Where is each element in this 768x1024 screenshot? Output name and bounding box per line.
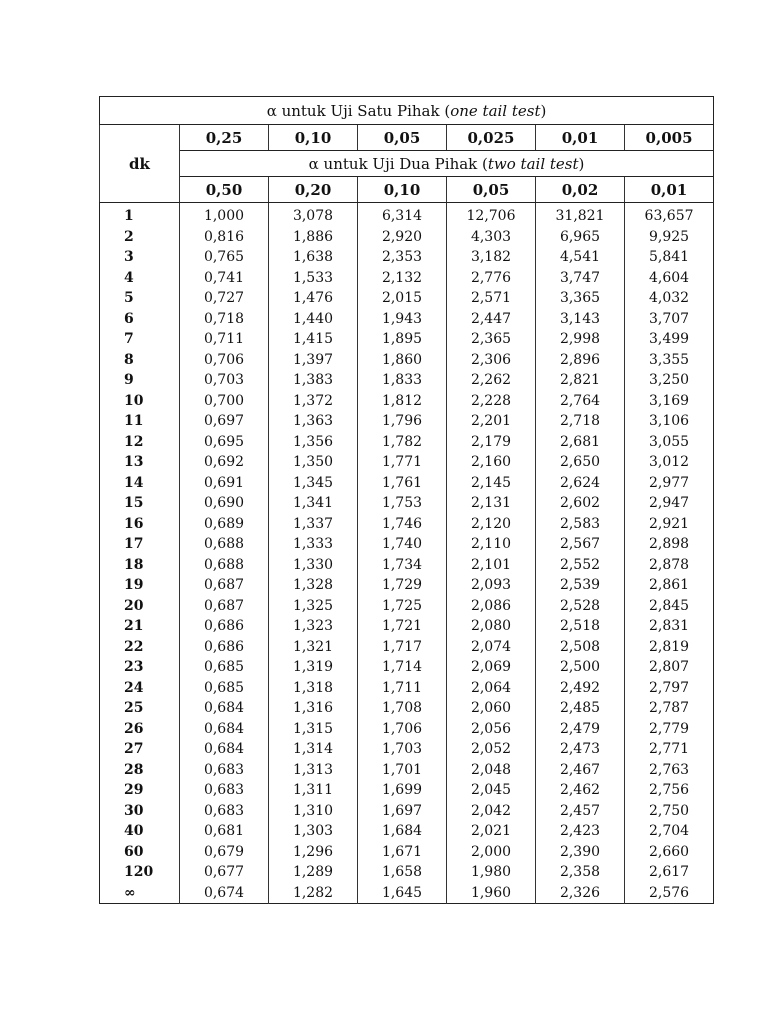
- critical-value: 1,415: [269, 329, 358, 350]
- critical-value: 1,706: [358, 719, 447, 740]
- critical-value: 1,533: [269, 268, 358, 289]
- critical-value: 2,101: [447, 555, 536, 576]
- critical-value: 3,355: [625, 350, 714, 371]
- critical-value: 2,576: [625, 883, 714, 904]
- critical-value: 2,467: [536, 760, 625, 781]
- critical-value: 2,074: [447, 637, 536, 658]
- critical-value: 3,078: [269, 203, 358, 227]
- critical-value: 0,686: [180, 637, 269, 658]
- critical-value: 2,998: [536, 329, 625, 350]
- critical-value: 2,056: [447, 719, 536, 740]
- critical-value: 0,683: [180, 801, 269, 822]
- critical-value: 1,761: [358, 473, 447, 494]
- critical-value: 1,315: [269, 719, 358, 740]
- critical-value: 0,689: [180, 514, 269, 535]
- table-row: [100, 329, 714, 350]
- table-row: [100, 575, 714, 596]
- critical-value: 2,492: [536, 678, 625, 699]
- critical-value: 2,048: [447, 760, 536, 781]
- dk-value: 60: [124, 843, 144, 860]
- t-distribution-table: [99, 96, 714, 904]
- dk-value: 21: [124, 618, 144, 634]
- critical-value: 3,707: [625, 309, 714, 330]
- critical-value: 3,182: [447, 247, 536, 268]
- critical-value: 2,583: [536, 514, 625, 535]
- table-row: [100, 350, 714, 371]
- critical-value: 1,812: [358, 391, 447, 412]
- critical-value: 0,703: [180, 370, 269, 391]
- critical-value: 2,479: [536, 719, 625, 740]
- table-row: [100, 780, 714, 801]
- critical-value: 1,960: [447, 883, 536, 904]
- table-row: [100, 288, 714, 309]
- critical-value: 6,965: [536, 227, 625, 248]
- critical-value: 2,977: [625, 473, 714, 494]
- critical-value: 0,686: [180, 616, 269, 637]
- table-row: [100, 432, 714, 453]
- critical-value: 0,681: [180, 821, 269, 842]
- critical-value: 2,228: [447, 391, 536, 412]
- critical-value: 2,787: [625, 698, 714, 719]
- critical-value: 1,476: [269, 288, 358, 309]
- one-tail-level: 0,05: [358, 125, 447, 151]
- critical-value: 1,701: [358, 760, 447, 781]
- critical-value: 1,711: [358, 678, 447, 699]
- critical-value: 0,711: [180, 329, 269, 350]
- dk-value: 24: [124, 679, 144, 696]
- critical-value: 0,684: [180, 719, 269, 740]
- table-row: [100, 452, 714, 473]
- critical-value: 1,714: [358, 657, 447, 678]
- dk-value: 30: [124, 802, 144, 819]
- critical-value: 9,925: [625, 227, 714, 248]
- dk-value: 19: [124, 577, 144, 593]
- one-tail-level: 0,025: [447, 125, 536, 151]
- table-row: [100, 616, 714, 637]
- critical-value: 2,756: [625, 780, 714, 801]
- dk-value: 2: [124, 228, 134, 245]
- critical-value: 1,684: [358, 821, 447, 842]
- dk-value: 1: [124, 208, 134, 224]
- critical-value: 3,106: [625, 411, 714, 432]
- critical-value: 0,683: [180, 780, 269, 801]
- critical-value: 3,012: [625, 452, 714, 473]
- critical-value: 1,296: [269, 842, 358, 863]
- critical-value: 0,685: [180, 657, 269, 678]
- critical-value: 1,753: [358, 493, 447, 514]
- critical-value: 2,021: [447, 821, 536, 842]
- critical-value: 0,741: [180, 268, 269, 289]
- critical-value: 1,703: [358, 739, 447, 760]
- critical-value: 2,797: [625, 678, 714, 699]
- critical-value: 2,896: [536, 350, 625, 371]
- dk-value: 11: [124, 413, 144, 429]
- two-tail-level: 0,50: [180, 177, 269, 203]
- critical-value: 2,819: [625, 637, 714, 658]
- critical-value: 2,779: [625, 719, 714, 740]
- critical-value: 2,160: [447, 452, 536, 473]
- critical-value: 2,807: [625, 657, 714, 678]
- critical-value: 1,729: [358, 575, 447, 596]
- critical-value: 1,319: [269, 657, 358, 678]
- critical-value: 2,552: [536, 555, 625, 576]
- table-row: [100, 534, 714, 555]
- critical-value: 0,718: [180, 309, 269, 330]
- dk-value: 10: [124, 392, 144, 409]
- critical-value: 3,365: [536, 288, 625, 309]
- dk-value: 18: [124, 556, 144, 573]
- critical-value: 1,328: [269, 575, 358, 596]
- critical-value: 2,093: [447, 575, 536, 596]
- critical-value: 1,671: [358, 842, 447, 863]
- table-body: [100, 203, 714, 904]
- critical-value: 2,326: [536, 883, 625, 904]
- critical-value: 2,528: [536, 596, 625, 617]
- table-row: [100, 247, 714, 268]
- critical-value: 1,303: [269, 821, 358, 842]
- table-row: [100, 268, 714, 289]
- table-row: [100, 739, 714, 760]
- critical-value: 0,690: [180, 493, 269, 514]
- critical-value: 2,131: [447, 493, 536, 514]
- dk-value: 6: [124, 310, 134, 327]
- critical-value: 2,508: [536, 637, 625, 658]
- critical-value: 0,683: [180, 760, 269, 781]
- critical-value: 2,845: [625, 596, 714, 617]
- critical-value: 1,708: [358, 698, 447, 719]
- critical-value: 2,080: [447, 616, 536, 637]
- critical-value: 2,306: [447, 350, 536, 371]
- critical-value: 2,947: [625, 493, 714, 514]
- critical-value: 2,750: [625, 801, 714, 822]
- dk-value: 28: [124, 761, 144, 778]
- critical-value: 2,473: [536, 739, 625, 760]
- dk-value: 27: [124, 741, 144, 757]
- critical-value: 1,699: [358, 780, 447, 801]
- one-tail-level: 0,10: [269, 125, 358, 151]
- critical-value: 1,746: [358, 514, 447, 535]
- dk-value: 17: [124, 536, 144, 552]
- one-tail-levels-row: [100, 125, 714, 151]
- critical-value: 0,679: [180, 842, 269, 863]
- table-row: [100, 760, 714, 781]
- dk-value: 26: [124, 720, 144, 737]
- critical-value: 1,333: [269, 534, 358, 555]
- critical-value: 3,747: [536, 268, 625, 289]
- critical-value: 1,943: [358, 309, 447, 330]
- one-tail-level: 0,01: [536, 125, 625, 151]
- critical-value: 2,045: [447, 780, 536, 801]
- critical-value: 1,341: [269, 493, 358, 514]
- critical-value: 2,485: [536, 698, 625, 719]
- table-row: [100, 596, 714, 617]
- critical-value: 1,318: [269, 678, 358, 699]
- critical-value: 2,764: [536, 391, 625, 412]
- critical-value: 1,372: [269, 391, 358, 412]
- critical-value: 2,086: [447, 596, 536, 617]
- critical-value: 2,771: [625, 739, 714, 760]
- dk-value: 40: [124, 823, 144, 839]
- critical-value: 2,920: [358, 227, 447, 248]
- critical-value: 2,353: [358, 247, 447, 268]
- critical-value: 2,518: [536, 616, 625, 637]
- table-row: [100, 227, 714, 248]
- critical-value: 1,440: [269, 309, 358, 330]
- critical-value: 0,677: [180, 862, 269, 883]
- table-row: [100, 719, 714, 740]
- table-row: [100, 309, 714, 330]
- dk-value: 120: [124, 864, 154, 880]
- dk-value: 8: [124, 351, 134, 368]
- dk-value: 22: [124, 638, 144, 655]
- dk-value: 5: [124, 290, 134, 306]
- critical-value: 1,734: [358, 555, 447, 576]
- critical-value: 0,687: [180, 575, 269, 596]
- critical-value: 1,721: [358, 616, 447, 637]
- critical-value: 1,345: [269, 473, 358, 494]
- critical-value: 2,567: [536, 534, 625, 555]
- table-row: [100, 698, 714, 719]
- critical-value: 2,718: [536, 411, 625, 432]
- critical-value: 63,657: [625, 203, 714, 227]
- critical-value: 1,796: [358, 411, 447, 432]
- critical-value: 1,725: [358, 596, 447, 617]
- critical-value: 1,337: [269, 514, 358, 535]
- critical-value: 0,697: [180, 411, 269, 432]
- critical-value: 1,321: [269, 637, 358, 658]
- critical-value: 2,447: [447, 309, 536, 330]
- critical-value: 31,821: [536, 203, 625, 227]
- critical-value: 2,060: [447, 698, 536, 719]
- dk-value: 3: [124, 249, 134, 265]
- critical-value: 2,617: [625, 862, 714, 883]
- critical-value: 2,120: [447, 514, 536, 535]
- one-tail-level: 0,25: [180, 125, 269, 151]
- critical-value: 4,541: [536, 247, 625, 268]
- critical-value: 0,687: [180, 596, 269, 617]
- critical-value: 1,833: [358, 370, 447, 391]
- critical-value: 1,363: [269, 411, 358, 432]
- critical-value: 0,685: [180, 678, 269, 699]
- critical-value: 2,423: [536, 821, 625, 842]
- critical-value: 1,860: [358, 350, 447, 371]
- table-row: [100, 555, 714, 576]
- dk-value: 9: [124, 372, 134, 388]
- critical-value: 1,697: [358, 801, 447, 822]
- critical-value: 1,313: [269, 760, 358, 781]
- critical-value: 2,069: [447, 657, 536, 678]
- critical-value: 2,821: [536, 370, 625, 391]
- critical-value: 2,861: [625, 575, 714, 596]
- two-tail-level: 0,05: [447, 177, 536, 203]
- critical-value: 1,323: [269, 616, 358, 637]
- critical-value: 2,462: [536, 780, 625, 801]
- critical-value: 3,250: [625, 370, 714, 391]
- dk-value: 4: [124, 269, 134, 286]
- dk-value: 7: [124, 331, 134, 347]
- critical-value: 1,383: [269, 370, 358, 391]
- dk-value: 20: [124, 597, 144, 614]
- critical-value: 2,064: [447, 678, 536, 699]
- critical-value: 0,674: [180, 883, 269, 904]
- critical-value: 1,311: [269, 780, 358, 801]
- two-tail-level: 0,02: [536, 177, 625, 203]
- critical-value: 2,000: [447, 842, 536, 863]
- critical-value: 2,042: [447, 801, 536, 822]
- critical-value: 2,052: [447, 739, 536, 760]
- table-row: [100, 637, 714, 658]
- table-row: [100, 473, 714, 494]
- critical-value: 3,499: [625, 329, 714, 350]
- critical-value: 2,539: [536, 575, 625, 596]
- critical-value: 2,358: [536, 862, 625, 883]
- critical-value: 3,169: [625, 391, 714, 412]
- critical-value: 0,684: [180, 739, 269, 760]
- critical-value: 4,303: [447, 227, 536, 248]
- table-row: [100, 411, 714, 432]
- table-row: [100, 370, 714, 391]
- critical-value: 1,289: [269, 862, 358, 883]
- critical-value: 1,771: [358, 452, 447, 473]
- dk-value: 14: [124, 474, 144, 491]
- critical-value: 2,390: [536, 842, 625, 863]
- critical-value: 2,776: [447, 268, 536, 289]
- critical-value: 2,831: [625, 616, 714, 637]
- critical-value: 0,688: [180, 534, 269, 555]
- dk-header: dk: [100, 125, 180, 203]
- critical-value: 2,624: [536, 473, 625, 494]
- critical-value: 2,763: [625, 760, 714, 781]
- table-row: [100, 801, 714, 822]
- critical-value: 4,604: [625, 268, 714, 289]
- dk-value: 13: [124, 454, 144, 470]
- critical-value: 1,325: [269, 596, 358, 617]
- critical-value: 1,717: [358, 637, 447, 658]
- table-row: [100, 883, 714, 904]
- critical-value: 0,684: [180, 698, 269, 719]
- critical-value: 2,878: [625, 555, 714, 576]
- critical-value: 0,727: [180, 288, 269, 309]
- critical-value: 1,000: [180, 203, 269, 227]
- dk-value: 15: [124, 495, 144, 511]
- critical-value: 2,500: [536, 657, 625, 678]
- critical-value: 1,356: [269, 432, 358, 453]
- critical-value: 0,691: [180, 473, 269, 494]
- critical-value: 2,179: [447, 432, 536, 453]
- critical-value: 1,658: [358, 862, 447, 883]
- critical-value: 2,110: [447, 534, 536, 555]
- critical-value: 0,688: [180, 555, 269, 576]
- table-row: [100, 862, 714, 883]
- two-tail-level: 0,01: [625, 177, 714, 203]
- one-tail-level: 0,005: [625, 125, 714, 151]
- critical-value: 2,201: [447, 411, 536, 432]
- two-tail-title: α untuk Uji Dua Pihak (two tail test): [180, 151, 714, 177]
- critical-value: 1,330: [269, 555, 358, 576]
- critical-value: 2,145: [447, 473, 536, 494]
- critical-value: 2,262: [447, 370, 536, 391]
- one-tail-title: α untuk Uji Satu Pihak (one tail test): [100, 97, 714, 125]
- table-row: [100, 493, 714, 514]
- critical-value: 2,602: [536, 493, 625, 514]
- dk-value: 29: [124, 782, 144, 798]
- dk-value: 23: [124, 659, 144, 675]
- critical-value: 2,921: [625, 514, 714, 535]
- critical-value: 1,782: [358, 432, 447, 453]
- critical-value: 1,886: [269, 227, 358, 248]
- critical-value: 2,457: [536, 801, 625, 822]
- critical-value: 1,316: [269, 698, 358, 719]
- critical-value: 6,314: [358, 203, 447, 227]
- critical-value: 3,143: [536, 309, 625, 330]
- critical-value: 1,310: [269, 801, 358, 822]
- critical-value: 1,645: [358, 883, 447, 904]
- critical-value: 1,980: [447, 862, 536, 883]
- critical-value: 1,638: [269, 247, 358, 268]
- dk-value: 16: [124, 515, 144, 532]
- critical-value: 2,650: [536, 452, 625, 473]
- two-tail-level: 0,10: [358, 177, 447, 203]
- critical-value: 0,700: [180, 391, 269, 412]
- table-row: [100, 678, 714, 699]
- critical-value: 2,681: [536, 432, 625, 453]
- critical-value: 1,740: [358, 534, 447, 555]
- dk-value: ∞: [124, 884, 136, 901]
- dk-value: 12: [124, 433, 144, 450]
- critical-value: 2,365: [447, 329, 536, 350]
- critical-value: 2,571: [447, 288, 536, 309]
- critical-value: 0,695: [180, 432, 269, 453]
- dk-value: 25: [124, 700, 144, 716]
- critical-value: 0,765: [180, 247, 269, 268]
- critical-value: 0,816: [180, 227, 269, 248]
- table-row: [100, 391, 714, 412]
- critical-value: 1,397: [269, 350, 358, 371]
- critical-value: 1,350: [269, 452, 358, 473]
- critical-value: 1,314: [269, 739, 358, 760]
- critical-value: 12,706: [447, 203, 536, 227]
- table-row: [100, 842, 714, 863]
- critical-value: 2,132: [358, 268, 447, 289]
- table-row: [100, 821, 714, 842]
- critical-value: 5,841: [625, 247, 714, 268]
- critical-value: 0,706: [180, 350, 269, 371]
- table-row: [100, 657, 714, 678]
- critical-value: 2,704: [625, 821, 714, 842]
- table-row: [100, 514, 714, 535]
- critical-value: 2,660: [625, 842, 714, 863]
- critical-value: 3,055: [625, 432, 714, 453]
- critical-value: 4,032: [625, 288, 714, 309]
- critical-value: 2,015: [358, 288, 447, 309]
- critical-value: 0,692: [180, 452, 269, 473]
- table-row: [100, 203, 714, 227]
- critical-value: 1,282: [269, 883, 358, 904]
- two-tail-level: 0,20: [269, 177, 358, 203]
- critical-value: 1,895: [358, 329, 447, 350]
- critical-value: 2,898: [625, 534, 714, 555]
- two-tail-levels-row: [100, 177, 714, 203]
